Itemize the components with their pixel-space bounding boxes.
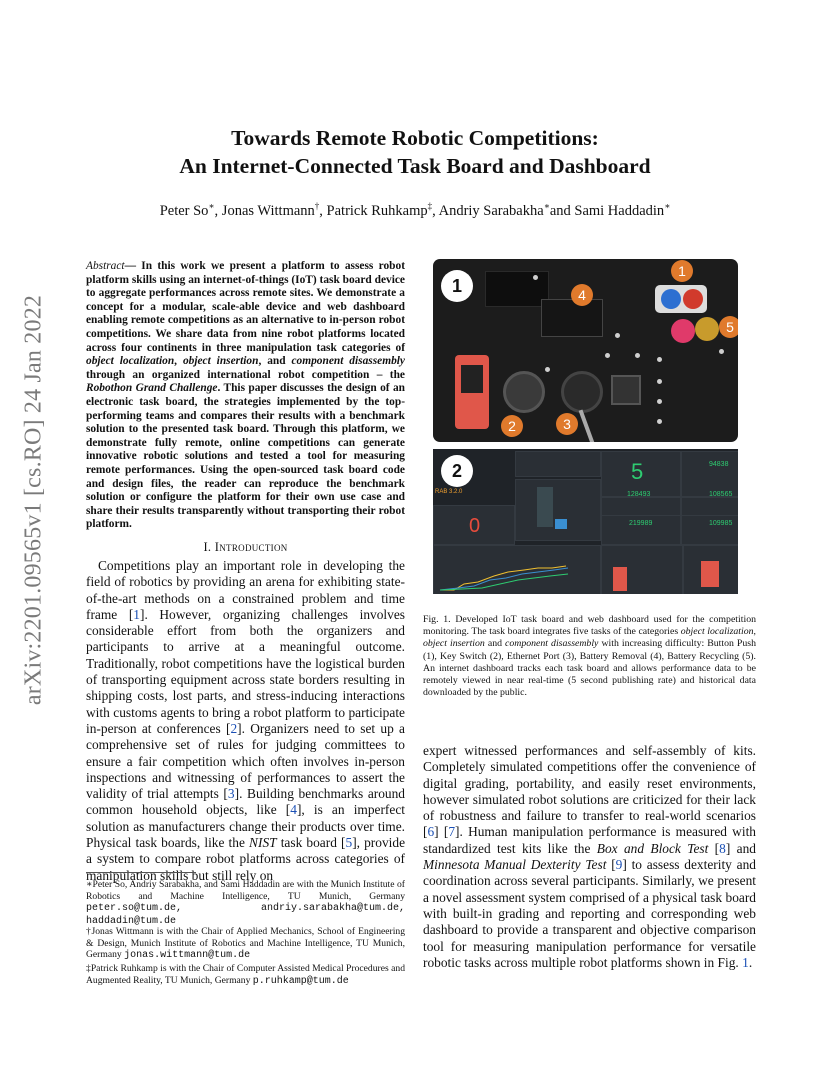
- history-chart-panel: [433, 545, 601, 594]
- recycle-slot-icon: [695, 317, 719, 341]
- ethernet-connector: [561, 371, 603, 413]
- device-photo: [701, 561, 719, 587]
- arxiv-identifier: arXiv:2201.09565v1 [cs.RO] 24 Jan 2022: [20, 294, 47, 706]
- history-chart: [434, 546, 600, 594]
- figure-badge: 2: [501, 415, 523, 437]
- dashboard-panel: [515, 479, 601, 541]
- dashboard-value: 128493: [627, 491, 651, 498]
- citation-link[interactable]: 2: [230, 720, 238, 736]
- figure-badge: 5: [719, 316, 738, 338]
- citation-link[interactable]: 3: [227, 786, 235, 802]
- dashboard-value: 219989: [629, 520, 653, 527]
- board-diagram: [537, 487, 553, 527]
- figure-badge: 3: [556, 413, 578, 435]
- blue-button: [661, 289, 681, 309]
- figure-badge: 1: [671, 260, 693, 282]
- citation-link[interactable]: 9: [615, 857, 623, 873]
- key-switch: [503, 371, 545, 413]
- figure-badge: 4: [571, 284, 593, 306]
- figure-label-1: 1: [441, 270, 473, 302]
- author-list: Peter So∗, Jonas Wittmann†, Patrick Ruhkamp‡, Andriy Sarabakha∗and Sami Haddadin∗: [159, 201, 671, 219]
- abstract: Abstract— In this work we present a platform to assess robot platform skills using an internet-of-things (IoT) task board device to aggregate performances across remote sites. We demonstrate a concept for a modular, scale-able device and web dashboard enabling remote competitions as an alternative to in-person robot competitions. We share data from nine robot platforms located across four continents in three manipulation task categories of object localization, object insertion, and component disassembly through an organized international robot competition – the Robothon Grand Challenge. This paper discusses the design of an electronic task board, the strategies implemented by the top-performing teams and compares their results with a benchmark solution to the presented task board. Through this platform, we demonstrate fully remote, online competitions can generate innovative robotic solutions and tested a tool for measuring remote performances. Using the open-sourced task board code and design files, the reader can reproduce the benchmark solution or configure the platform for their own use case and share their results transparently without transporting their robot platform.: [86, 260, 405, 531]
- body-paragraph-column-2: expert witnessed performances and self-assembly of kits. Completely simulated competitions offer the convenience of digital grading, portability, and easily reset environments, however simulated robot solutions are criticized for their lack of robustness and failure to transfer to real-world scenarios [6] [7]. Human manipulation performance is measured with standardized test kits like the Box and Block Test [8] and Minnesota Manual Dexterity Test [9] to assess dexterity and coordination across several participants. Similarly, we present a novel assessment system comprised of a physical task board with built-in grading and reporting and corresponding web dashboard to provide a transparent and objective comparison tool for measuring manipulation performance for versatile robotic tasks across multiple robot platforms shown in Fig. 1.: [423, 743, 756, 970]
- battery-slot-icon: [671, 319, 695, 343]
- citation-link[interactable]: 5: [345, 835, 353, 851]
- battery-holder: [485, 271, 549, 307]
- dashboard-value: 94838: [709, 461, 729, 468]
- figure-label-2: 2: [441, 455, 473, 487]
- footnote-rule: [86, 872, 196, 873]
- citation-link[interactable]: 4: [290, 802, 297, 818]
- footnote-2: †Jonas Wittmann is with the Chair of Applied Mechanics, School of Engineering & Design, Munich Institute of Robotics and Machine Intelligence, TU Munich, Germany jonas.wittmann@tum.de: [86, 926, 405, 962]
- section-heading: I. Introduction: [203, 540, 288, 554]
- figure-caption: Fig. 1. Developed IoT task board and web dashboard used for the competition monitoring. The task board integrates five tasks of the categories object localization, object insertion and component disassembly with increasing difficulty: Button Push (1), Key Switch (2), Ethernet Port (3), Battery Removal (4), Battery Recycling (5). An internet dashboard tracks each task board and allows performance data to be remotely viewed in near real-time (5 second publishing rate) and historical data downloaded by the public.: [423, 614, 756, 699]
- ethernet-cable: [579, 409, 596, 442]
- dashboard-screenshot: [433, 449, 738, 594]
- board-diagram-marker: [555, 519, 567, 529]
- dashboard-value: 108565: [709, 491, 733, 498]
- red-button: [683, 289, 703, 309]
- author: Peter So: [159, 202, 209, 219]
- author: Jonas Wittmann: [221, 202, 315, 219]
- title-line-1: Towards Remote Robotic Competitions:: [231, 126, 599, 150]
- battery-compartment: [541, 299, 603, 337]
- paper-title: [100, 124, 730, 180]
- dashboard-version: RAB 3.2.0: [435, 489, 463, 495]
- introduction-paragraph: Competitions play an important role in developing the field of robotics by providing an arena for exhibiting state-of-the-art methods on a constrained problem and time frame [1]. However, organizing challenges involves considerable effort from both the organizers and participants to arrive at a meaningful outcome. Traditionally, robot competitions have the logistical burden of transporting equipment across state borders resulting in shipping costs, lost parts, and stress-inducing interactions with customs agents to bring a robot platform to participate in-person at conferences [2]. Organizers need to set up a comprehensive set of rules for judging committees to ensure a fair competition which often involves in-person inspections and witnessing of performances to assert the validity of trial attempts [3]. Building benchmarks around common household objects, like [4], is an imperfect solution as manufacturers change their products over time. Physical task boards, like the NIST task board [5], provide a system to compare robot platforms across categories of manipulation skills but still rely on: [86, 558, 406, 883]
- citation-link[interactable]: 6: [427, 824, 435, 840]
- device-photo: [613, 567, 627, 591]
- dashboard-panel: [515, 451, 601, 477]
- author: Patrick Ruhkamp: [326, 202, 428, 219]
- citation-link[interactable]: 7: [448, 824, 456, 840]
- dashboard-value: 0: [469, 515, 481, 537]
- title-line-2: An Internet-Connected Task Board and Dashboard: [179, 154, 651, 178]
- dashboard-value: 5: [631, 459, 644, 484]
- figure-link[interactable]: 1: [742, 954, 749, 970]
- ethernet-port: [611, 375, 641, 405]
- author: Sami Haddadin: [574, 202, 665, 219]
- citation-link[interactable]: 8: [719, 840, 726, 856]
- citation-link[interactable]: 1: [133, 606, 140, 622]
- author: Andriy Sarabakha: [438, 202, 544, 219]
- footnote-3: ‡Patrick Ruhkamp is with the Chair of Computer Assisted Medical Procedures and Augmented Reality, TU Munich, Germany p.ruhkamp@tum.de: [86, 963, 405, 987]
- task-board-photo: [433, 259, 738, 442]
- dashboard-value: 109985: [709, 520, 733, 527]
- device-screen: [461, 365, 483, 393]
- footnote-1: ∗Peter So, Andriy Sarabakha, and Sami Haddadin are with the Munich Institute of Robotics and Machine Intelligence, TU Munich, Germany peter.so@tum.de, andriy.sarabakha@tum.de, haddadin@tum.de: [86, 879, 405, 927]
